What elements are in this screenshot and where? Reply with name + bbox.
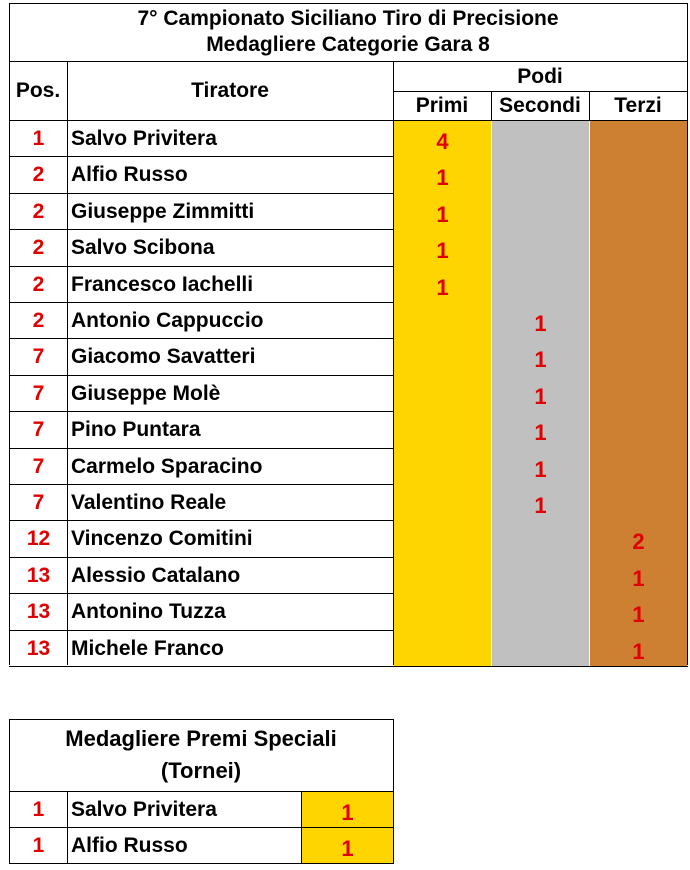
row-position: 2 (32, 308, 45, 332)
header-pos: Pos. (15, 79, 61, 102)
row-primi-count: 1 (394, 266, 491, 303)
header-tiratore: Tiratore (191, 79, 269, 102)
row-secondi-count (492, 193, 589, 230)
special-row-position: 1 (32, 833, 45, 857)
row-primi-count (394, 484, 491, 521)
row-shooter-name: Salvo Privitera (71, 126, 217, 150)
row-primi-count: 4 (394, 120, 491, 157)
header-podi: Podi (517, 64, 563, 88)
row-position: 7 (32, 381, 45, 405)
row-primi-count (394, 338, 491, 376)
row-shooter-name: Alfio Russo (71, 163, 188, 186)
table-title (9, 3, 687, 61)
special-row-count: 1 (302, 792, 393, 827)
row-position: 7 (32, 454, 45, 478)
row-primi-count (394, 593, 491, 631)
row-position: 12 (26, 527, 51, 550)
row-position: 1 (32, 126, 45, 150)
row-secondi-count: 1 (492, 302, 589, 339)
row-secondi-count: 1 (492, 484, 589, 521)
row-secondi-count (492, 229, 589, 267)
row-shooter-name: Francesco Iachelli (71, 272, 254, 296)
row-position: 2 (32, 163, 45, 186)
row-secondi-count: 1 (492, 375, 589, 412)
row-terzi-count: 1 (590, 630, 687, 667)
row-secondi-count: 1 (492, 338, 589, 376)
row-primi-count (394, 411, 491, 449)
row-secondi-count (492, 520, 589, 558)
row-secondi-count (492, 156, 589, 194)
row-position: 13 (26, 563, 51, 587)
row-position: 2 (32, 236, 45, 259)
special-row-count: 1 (302, 828, 393, 863)
row-shooter-name: Alessio Catalano (71, 563, 241, 587)
row-shooter-name: Giuseppe Molè (71, 381, 221, 405)
row-primi-count: 1 (394, 193, 491, 230)
row-terzi-count: 1 (590, 593, 687, 631)
row-shooter-name: Vincenzo Comitini (71, 527, 253, 550)
row-terzi-count (590, 448, 687, 485)
row-shooter-name: Valentino Reale (71, 490, 227, 514)
row-terzi-count (590, 266, 687, 303)
row-terzi-count (590, 229, 687, 267)
header-terzi: Terzi (614, 93, 662, 117)
special-table-title (9, 720, 393, 790)
title-line-1: 7° Campionato Siciliano Tiro di Precisione (137, 7, 559, 30)
row-shooter-name: Giuseppe Zimmitti (71, 199, 255, 223)
row-secondi-count: 1 (492, 411, 589, 449)
row-position: 2 (32, 199, 45, 223)
special-title-line-1: Medagliere Premi Speciali (65, 726, 337, 751)
row-secondi-count (492, 593, 589, 631)
row-terzi-count (590, 156, 687, 194)
row-secondi-count (492, 557, 589, 594)
row-primi-count (394, 302, 491, 339)
row-primi-count (394, 448, 491, 485)
row-terzi-count (590, 375, 687, 412)
row-secondi-count (492, 630, 589, 667)
row-primi-count (394, 630, 491, 667)
row-shooter-name: Michele Franco (71, 636, 224, 660)
row-shooter-name: Antonio Cappuccio (71, 308, 264, 332)
row-terzi-count (590, 302, 687, 339)
row-terzi-count (590, 338, 687, 376)
row-secondi-count: 1 (492, 448, 589, 485)
row-position: 13 (26, 600, 51, 623)
row-shooter-name: Pino Puntara (71, 418, 201, 441)
row-primi-count: 1 (394, 156, 491, 194)
row-primi-count (394, 375, 491, 412)
row-shooter-name: Giacomo Savatteri (71, 345, 256, 368)
special-row-shooter-name: Salvo Privitera (71, 797, 217, 821)
row-shooter-name: Antonino Tuzza (71, 600, 226, 623)
row-terzi-count (590, 484, 687, 521)
row-primi-count: 1 (394, 229, 491, 267)
special-row-position: 1 (32, 797, 45, 821)
title-line-2: Medagliere Categorie Gara 8 (206, 33, 490, 56)
row-terzi-count (590, 193, 687, 230)
row-shooter-name: Carmelo Sparacino (71, 454, 263, 478)
row-position: 2 (32, 272, 45, 296)
row-position: 7 (32, 490, 45, 514)
row-secondi-count (492, 266, 589, 303)
row-secondi-count (492, 120, 589, 157)
row-position: 13 (26, 636, 51, 660)
header-secondi: Secondi (499, 93, 581, 117)
special-title-line-2: (Tornei) (160, 758, 242, 783)
row-shooter-name: Salvo Scibona (71, 236, 215, 259)
special-row-shooter-name: Alfio Russo (71, 833, 188, 857)
row-terzi-count: 1 (590, 557, 687, 594)
row-primi-count (394, 557, 491, 594)
row-terzi-count: 2 (590, 520, 687, 558)
header-primi: Primi (415, 93, 469, 117)
row-terzi-count (590, 411, 687, 449)
row-position: 7 (32, 345, 45, 368)
row-primi-count (394, 520, 491, 558)
row-position: 7 (32, 418, 45, 441)
row-terzi-count (590, 120, 687, 157)
